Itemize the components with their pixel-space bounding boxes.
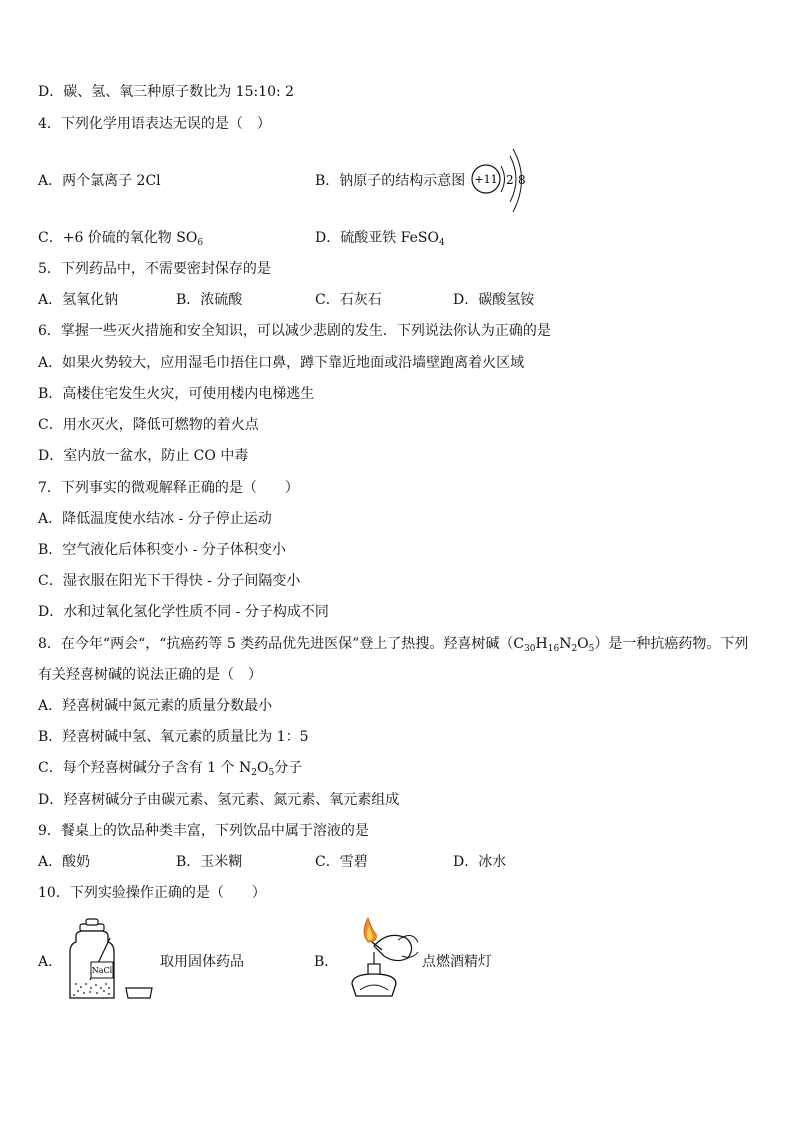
- q7-option-c: C．湿衣服在阳光下干得快 - 分子间隔变小: [38, 573, 301, 589]
- q8-sub-h: 16: [547, 644, 560, 654]
- option-d-prev: D．碳、氢、氧三种原子数比为 15:10: 2: [38, 84, 295, 100]
- q9-option-b: B．玉米糊: [176, 854, 243, 870]
- q4-option-d: [315, 229, 445, 247]
- q8-o: O: [577, 636, 589, 652]
- q5-option-a: A．氢氧化钠: [38, 292, 119, 308]
- sodium-atom-diagram: [468, 146, 532, 216]
- q10-option-b-caption: 点燃酒精灯: [422, 954, 492, 970]
- q8c-text: C．每个羟喜树碱分子含有 1 个 N: [38, 760, 252, 776]
- q9-option-d: D．冰水: [453, 854, 507, 870]
- q8c-sub-o: 5: [268, 768, 275, 778]
- q8-sub-o: 5: [588, 644, 595, 654]
- q5-option-b: B．浓硫酸: [176, 292, 243, 308]
- q8-h: H: [535, 636, 548, 652]
- q4-option-b: B．钠原子的结构示意图: [315, 173, 466, 189]
- jar-label-text: NaCl: [91, 966, 113, 975]
- alcohol-lamp-illustration: [338, 912, 422, 1004]
- q6-option-d: D．室内放一盆水，防止 CO 中毒: [38, 448, 249, 464]
- q8c-o: O: [256, 760, 269, 776]
- question-5: 5．下列药品中，不需要密封保存的是: [38, 261, 271, 277]
- question-10: 10．下列实验操作正确的是（ ）: [38, 885, 266, 901]
- q4-option-c: [38, 229, 203, 247]
- q5-option-d: D．碳酸氢铵: [453, 292, 535, 308]
- q6-option-c: C．用水灭火，降低可燃物的着火点: [38, 417, 259, 433]
- q4d-subscript: 4: [438, 238, 445, 248]
- q4c-text: C．+6 价硫的氧化物 SO: [38, 230, 198, 246]
- q4c-subscript: 6: [197, 238, 204, 248]
- q4d-text: D．硫酸亚铁 FeSO: [315, 230, 439, 246]
- q6-option-a: A．如果火势较大，应用湿毛巾捂住口鼻，蹲下靠近地面或沿墙壁跑离着火区域: [38, 355, 525, 371]
- q4-option-a: A．两个氯离子 2Cl: [38, 173, 161, 189]
- question-9: 9．餐桌上的饮品种类丰富，下列饮品中属于溶液的是: [38, 823, 369, 839]
- q7-option-d: D．水和过氧化氢化学性质不同 - 分子构成不同: [38, 604, 329, 620]
- q8-text: 8．在今年“两会“，“抗癌药等 5 类药品优先进医保”登上了热搜。羟喜树碱（C: [38, 636, 525, 652]
- question-7: 7．下列事实的微观解释正确的是（ ）: [38, 480, 299, 496]
- q8-text-end: ）是一种抗癌药物。下列: [594, 636, 749, 652]
- q8-n: N: [559, 636, 572, 652]
- atom-shell-1: 2: [506, 173, 514, 187]
- q9-option-a: A．酸奶: [38, 854, 91, 870]
- q8-option-b: B．羟喜树碱中氢、氧元素的质量比为 1：5: [38, 729, 309, 745]
- q8c-text-end: 分子: [274, 760, 303, 776]
- q9-option-c: C．雪碧: [315, 854, 368, 870]
- question-8-line-2: 有关羟喜树碱的说法正确的是（ ）: [38, 667, 262, 683]
- q5-option-c: C．石灰石: [315, 292, 382, 308]
- atom-nucleus-charge: +11: [474, 173, 498, 186]
- q8-option-a: A．羟喜树碱中氮元素的质量分数最小: [38, 698, 273, 714]
- q10-option-a-letter: A．: [38, 954, 63, 970]
- q10-option-a-caption: 取用固体药品: [160, 954, 244, 970]
- q7-option-b: B．空气液化后体积变小 - 分子体积变小: [38, 542, 286, 558]
- q6-option-b: B．高楼住宅发生火灾，可使用楼内电梯逃生: [38, 386, 315, 402]
- q8c-sub-n: 2: [251, 768, 257, 778]
- q8-sub-c: 30: [524, 644, 536, 654]
- q8-option-d: D．羟喜树碱分子由碳元素、氢元素、氮元素、氧元素组成: [38, 792, 400, 808]
- question-4: 4．下列化学用语表达无误的是（ ）: [38, 116, 271, 132]
- q7-option-a: A．降低温度使水结冰 - 分子停止运动: [38, 511, 272, 527]
- atom-shell-2: 8: [518, 173, 526, 187]
- q8-sub-n: 2: [571, 644, 578, 654]
- question-8: [38, 635, 748, 653]
- q10-option-b-letter: B．: [314, 954, 339, 970]
- reagent-jar-illustration: [64, 918, 160, 1004]
- q8-option-c: [38, 759, 302, 777]
- question-6: 6．掌握一些灭火措施和安全知识，可以减少悲剧的发生．下列说法你认为正确的是: [38, 323, 551, 339]
